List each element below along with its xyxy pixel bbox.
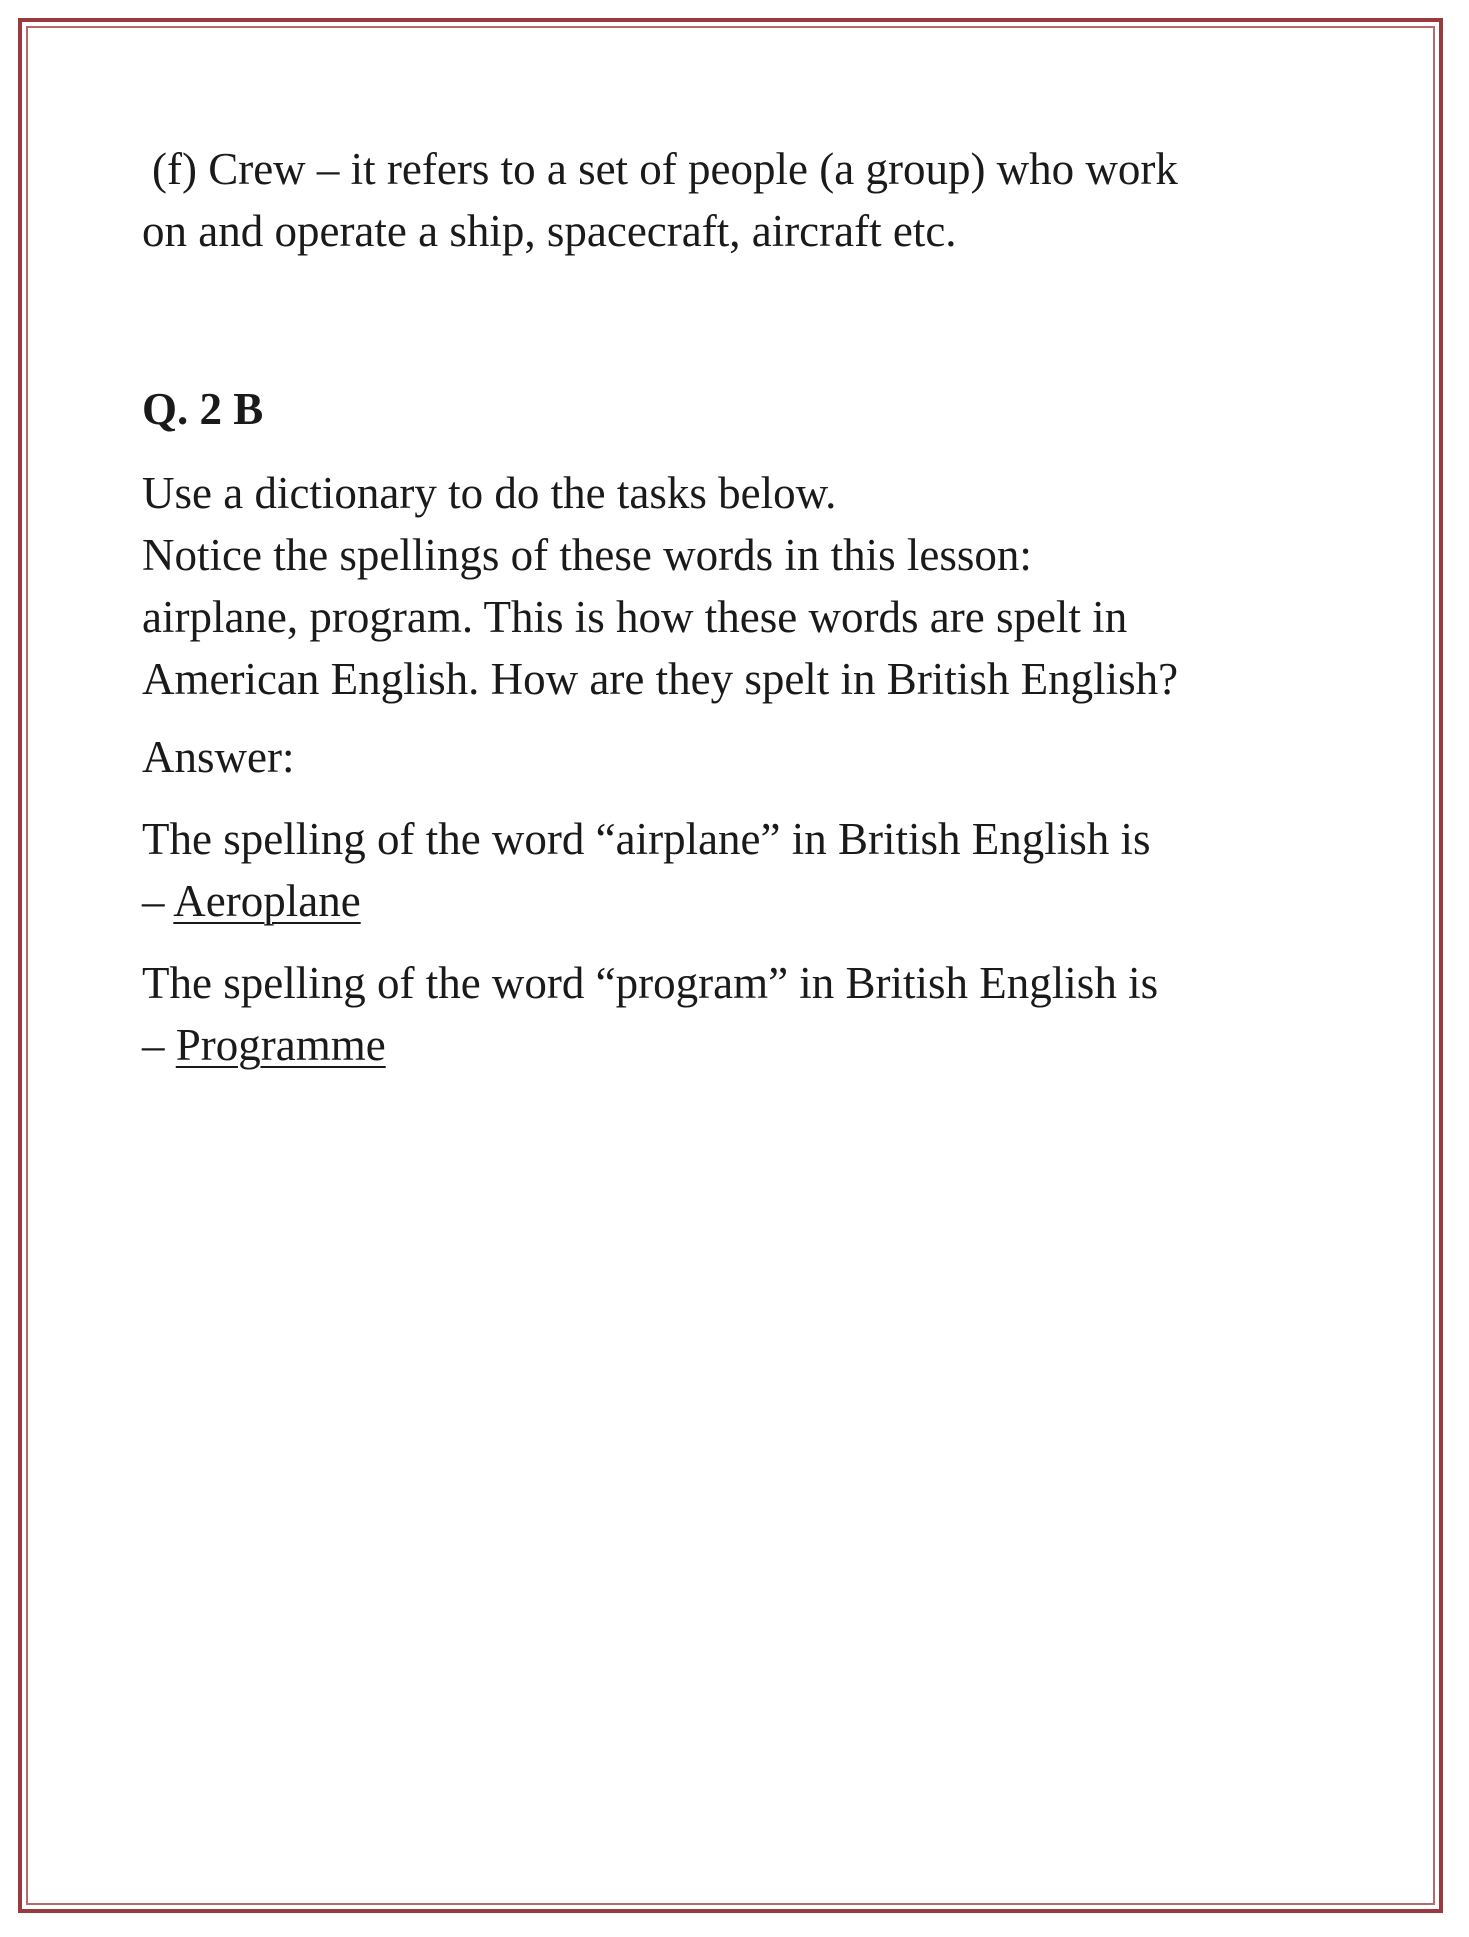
crew-definition	[142, 138, 1342, 262]
answer-line: The spelling of the word “program” in British English is	[142, 958, 1159, 1008]
task-line: Notice the spellings of these words in this lesson:	[142, 530, 1032, 580]
answer-dash: –	[142, 1020, 176, 1070]
definition-line-2: on and operate a ship, spacecraft, aircraft etc.	[142, 206, 957, 256]
task-line: American English. How are they spelt in British English?	[142, 654, 1179, 704]
task-line: airplane, program. This is how these words are spelt in	[142, 592, 1128, 642]
answer-word-aeroplane: Aeroplane	[173, 876, 361, 926]
answer-word-line	[142, 1014, 1342, 1076]
answer-word-programme: Programme	[175, 1020, 386, 1070]
answer-label: Answer:	[142, 732, 295, 782]
answer-aeroplane	[142, 808, 1342, 932]
definition-line-1: (f) Crew – it refers to a set of people (a group) who work	[152, 144, 1178, 194]
answer-dash: –	[142, 876, 174, 926]
answer-word-line	[142, 870, 1342, 932]
answer-programme	[142, 952, 1342, 1076]
answer-line: The spelling of the word “airplane” in British English is	[142, 814, 1151, 864]
task-line: Use a dictionary to do the tasks below.	[142, 468, 837, 518]
question-heading: Q. 2 B	[142, 384, 264, 434]
page-content	[142, 138, 1342, 1096]
question-task	[142, 462, 1342, 710]
